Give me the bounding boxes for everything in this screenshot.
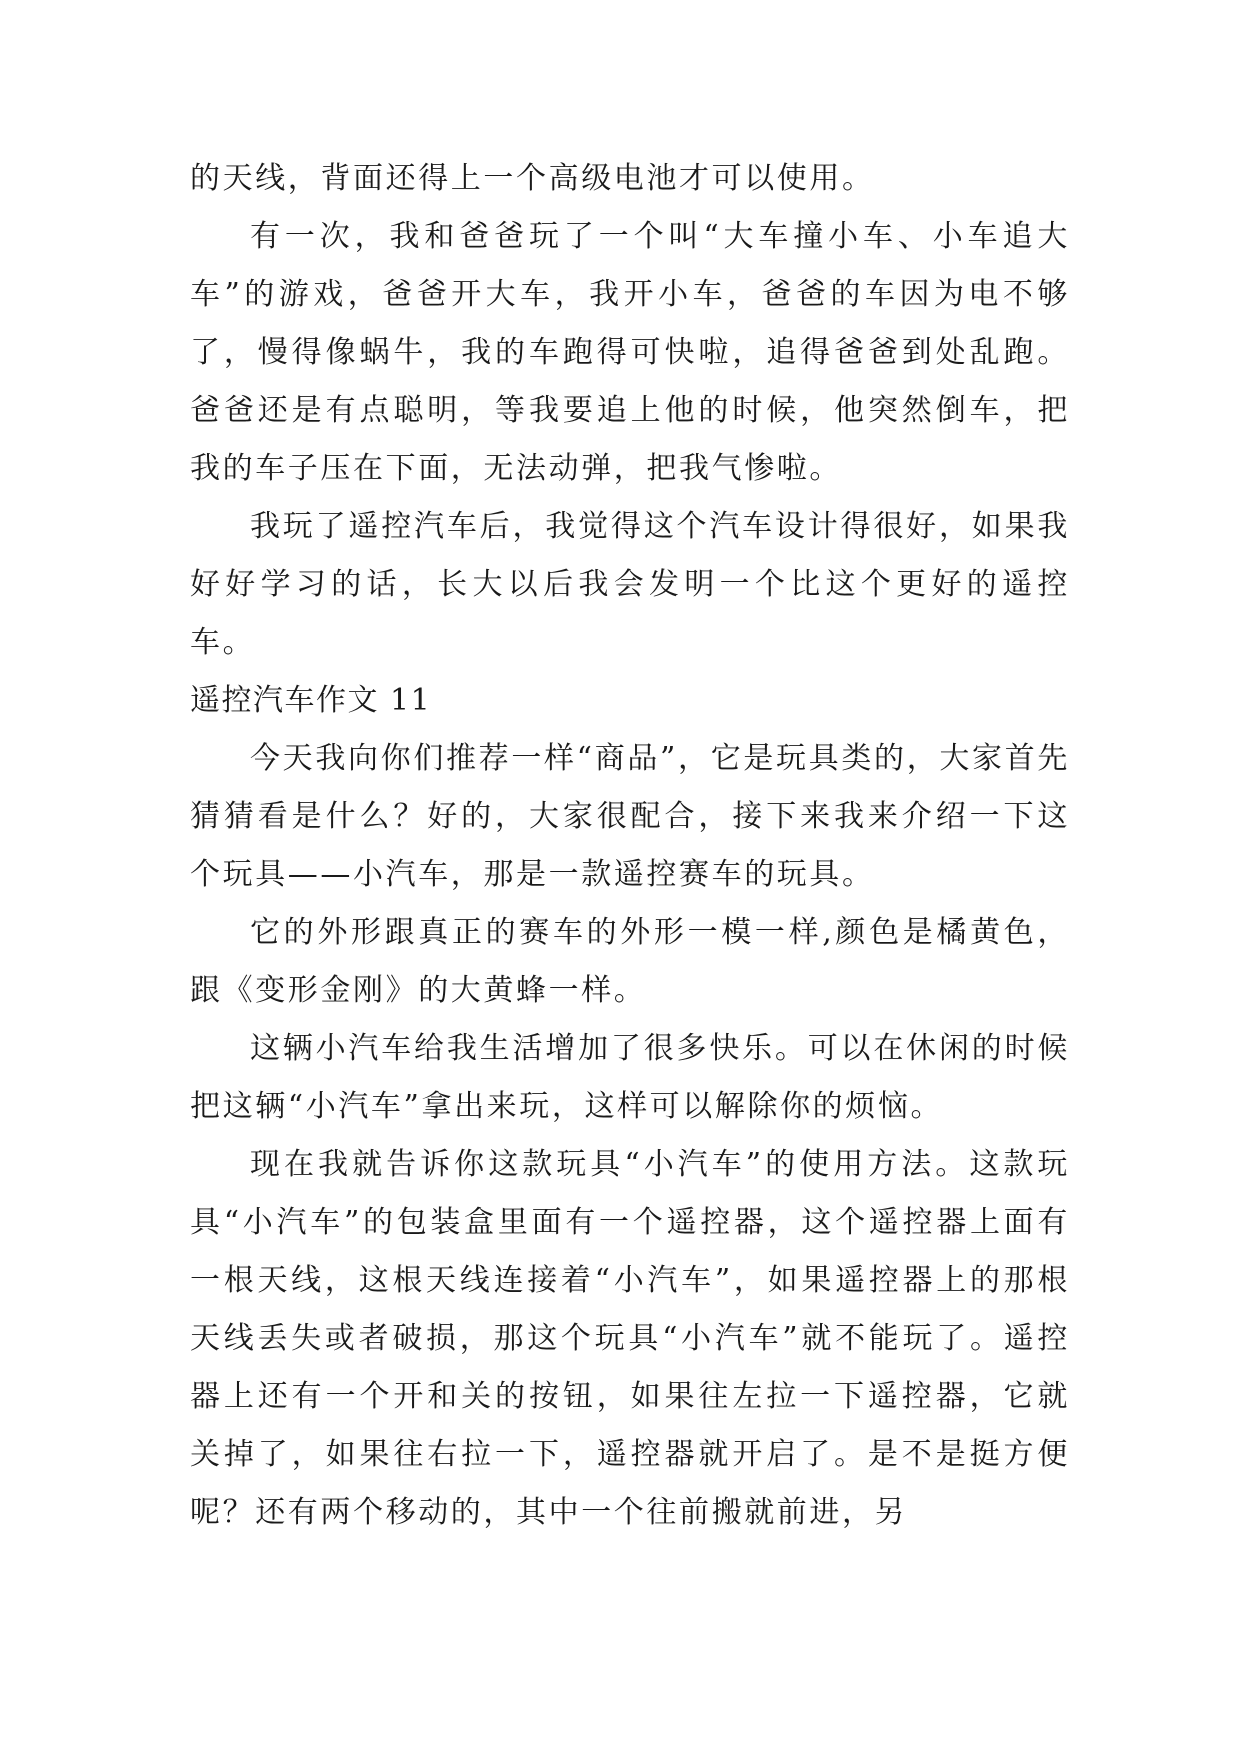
- paragraph-usage: 现在我就告诉你这款玩具“小汽车”的使用方法。这款玩具“小汽车”的包装盒里面有一个遥控器，这个遥控器上面有一根天线，这根天线连接着“小汽车”，如果遥控器上的那根天线丢失或者破损，那这个玩具“小汽车”就不能玩了。遥控器上还有一个开和关的按钮，如果往左拉一下遥控器，它就关掉了，如果往右拉一下，遥控器就开启了。是不是挺方便呢？还有两个移动的，其中一个往前搬就前进，另: [190, 1147, 1070, 1530]
- paragraph-game-story: 有一次，我和爸爸玩了一个叫“大车撞小车、小车追大车”的游戏，爸爸开大车，我开小车，爸爸的车因为电不够了，慢得像蜗牛，我的车跑得可快啦，追得爸爸到处乱跑。爸爸还是有点聪明，等我要追上他的时候，他突然倒车，把我的车子压在下面，无法动弹，把我气惨啦。: [190, 219, 1070, 486]
- paragraph-happiness: 这辆小汽车给我生活增加了很多快乐。可以在休闲的时候把这辆“小汽车”拿出来玩，这样可以解除你的烦恼。: [190, 1031, 1070, 1124]
- paragraph-introduction: 今天我向你们推荐一样“商品”，它是玩具类的，大家首先猜猜看是什么？好的，大家很配合，接下来我来介绍一下这个玩具——小汽车，那是一款遥控赛车的玩具。: [190, 741, 1070, 892]
- paragraph-appearance: 它的外形跟真正的赛车的外形一模一样,颜色是橘黄色，跟《变形金刚》的大黄蜂一样。: [190, 915, 1070, 1008]
- section-heading: 遥控汽车作文 11: [190, 683, 432, 718]
- paragraph-continued: 的天线，背面还得上一个高级电池才可以使用。: [190, 161, 875, 196]
- paragraph-reflection: 我玩了遥控汽车后，我觉得这个汽车设计得很好，如果我好好学习的话，长大以后我会发明一个比这个更好的遥控车。: [190, 509, 1070, 660]
- document-page: [190, 150, 1070, 1542]
